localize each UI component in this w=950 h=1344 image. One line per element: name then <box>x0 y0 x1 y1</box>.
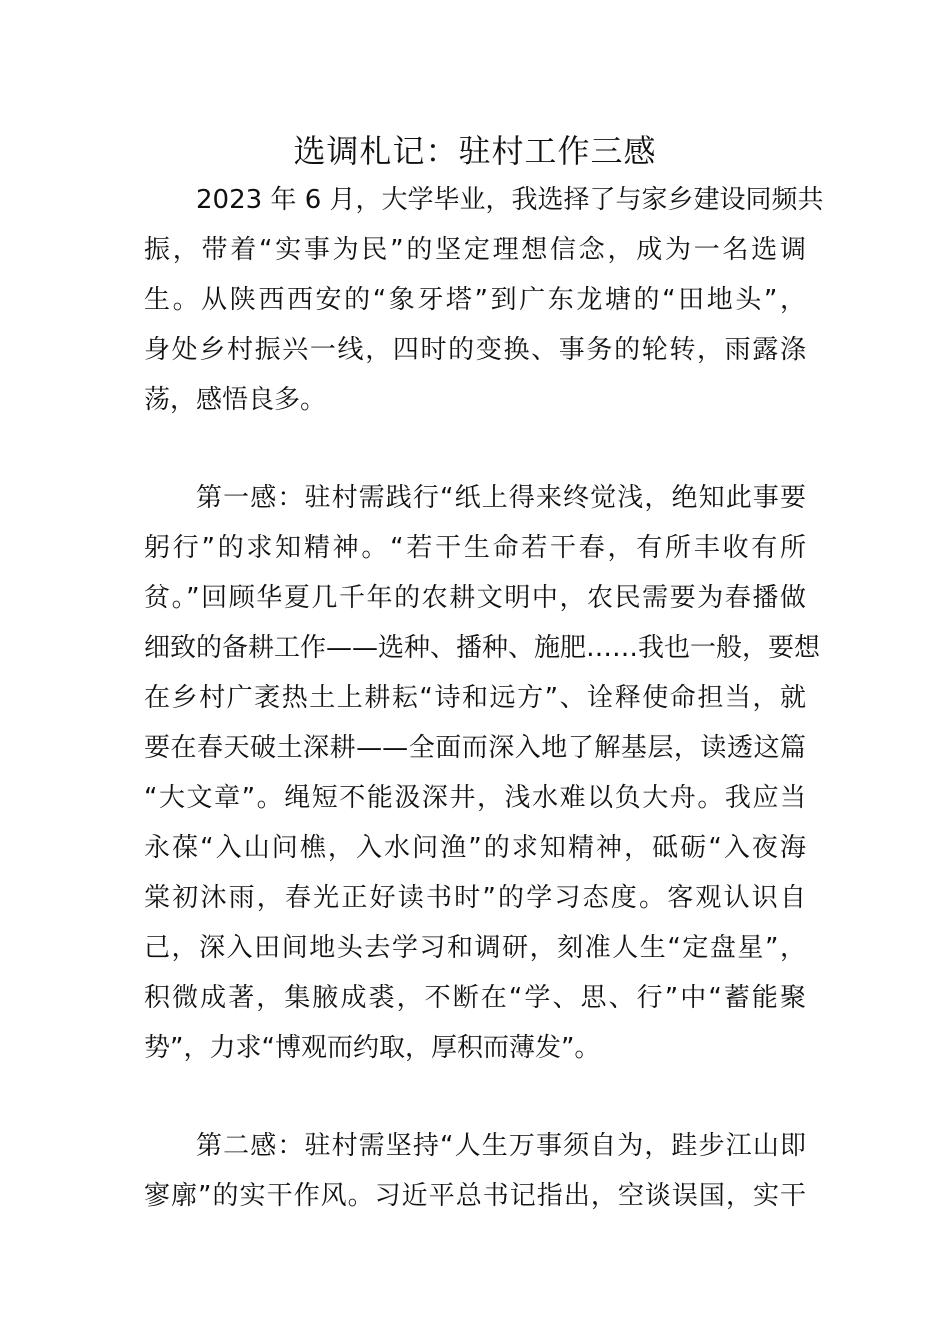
paragraph-2-line-8: 永葆“入山问樵，入水问渔”的求知精神，砥砺“入夜海 <box>144 833 806 863</box>
paragraph-2-line-1: 第一感：驻村需践行“纸上得来终觉浅，绝知此事要 <box>196 483 806 513</box>
paragraph-2-line-2: 躬行”的求知精神。“若干生命若干春，有所丰收有所 <box>144 533 806 563</box>
paragraph-1-line-4: 身处乡村振兴一线，四时的变换、事务的轮转，雨露涤 <box>144 335 806 365</box>
paragraph-1-line-3: 生。从陕西西安的“象牙塔”到广东龙塘的“田地头”， <box>144 285 806 315</box>
paragraph-2-line-6: 要在春天破土深耕——全面而深入地了解基层，读透这篇 <box>144 733 806 763</box>
paragraph-2-line-3: 贫。”回顾华夏几千年的农耕文明中，农民需要为春播做 <box>144 583 806 613</box>
paragraph-2-line-7: “大文章”。绳短不能汲深井，浅水难以负大舟。我应当 <box>144 783 806 813</box>
paragraph-3-line-1: 第二感：驻村需坚持“人生万事须自为，跬步江山即 <box>196 1131 806 1161</box>
document-title: 选调札记：驻村工作三感 <box>293 132 657 170</box>
paragraph-3-line-2: 寥廓”的实干作风。习近平总书记指出，空谈误国，实干 <box>144 1181 806 1211</box>
paragraph-1-line-2: 振，带着“实事为民”的坚定理想信念，成为一名选调 <box>144 235 806 265</box>
paragraph-2-line-4: 细致的备耕工作——选种、播种、施肥……我也一般，要想 <box>144 633 821 663</box>
paragraph-2-line-5: 在乡村广袤热土上耕耘“诗和远方”、诠释使命担当，就 <box>144 683 806 713</box>
paragraph-2-line-12: 势”，力求“博观而约取，厚积而薄发”。 <box>144 1033 601 1063</box>
paragraph-2-line-11: 积微成著，集腋成裘，不断在“学、思、行”中“蓄能聚 <box>144 983 806 1013</box>
paragraph-2-line-10: 己，深入田间地头去学习和调研，刻准人生“定盘星”， <box>144 933 806 963</box>
paragraph-1-line-1: 2023 年 6 月，大学毕业，我选择了与家乡建设同频共 <box>196 185 824 215</box>
paragraph-1-line-5: 荡，感悟良多。 <box>144 385 327 415</box>
paragraph-2-line-9: 棠初沐雨，春光正好读书时”的学习态度。客观认识自 <box>144 883 806 913</box>
